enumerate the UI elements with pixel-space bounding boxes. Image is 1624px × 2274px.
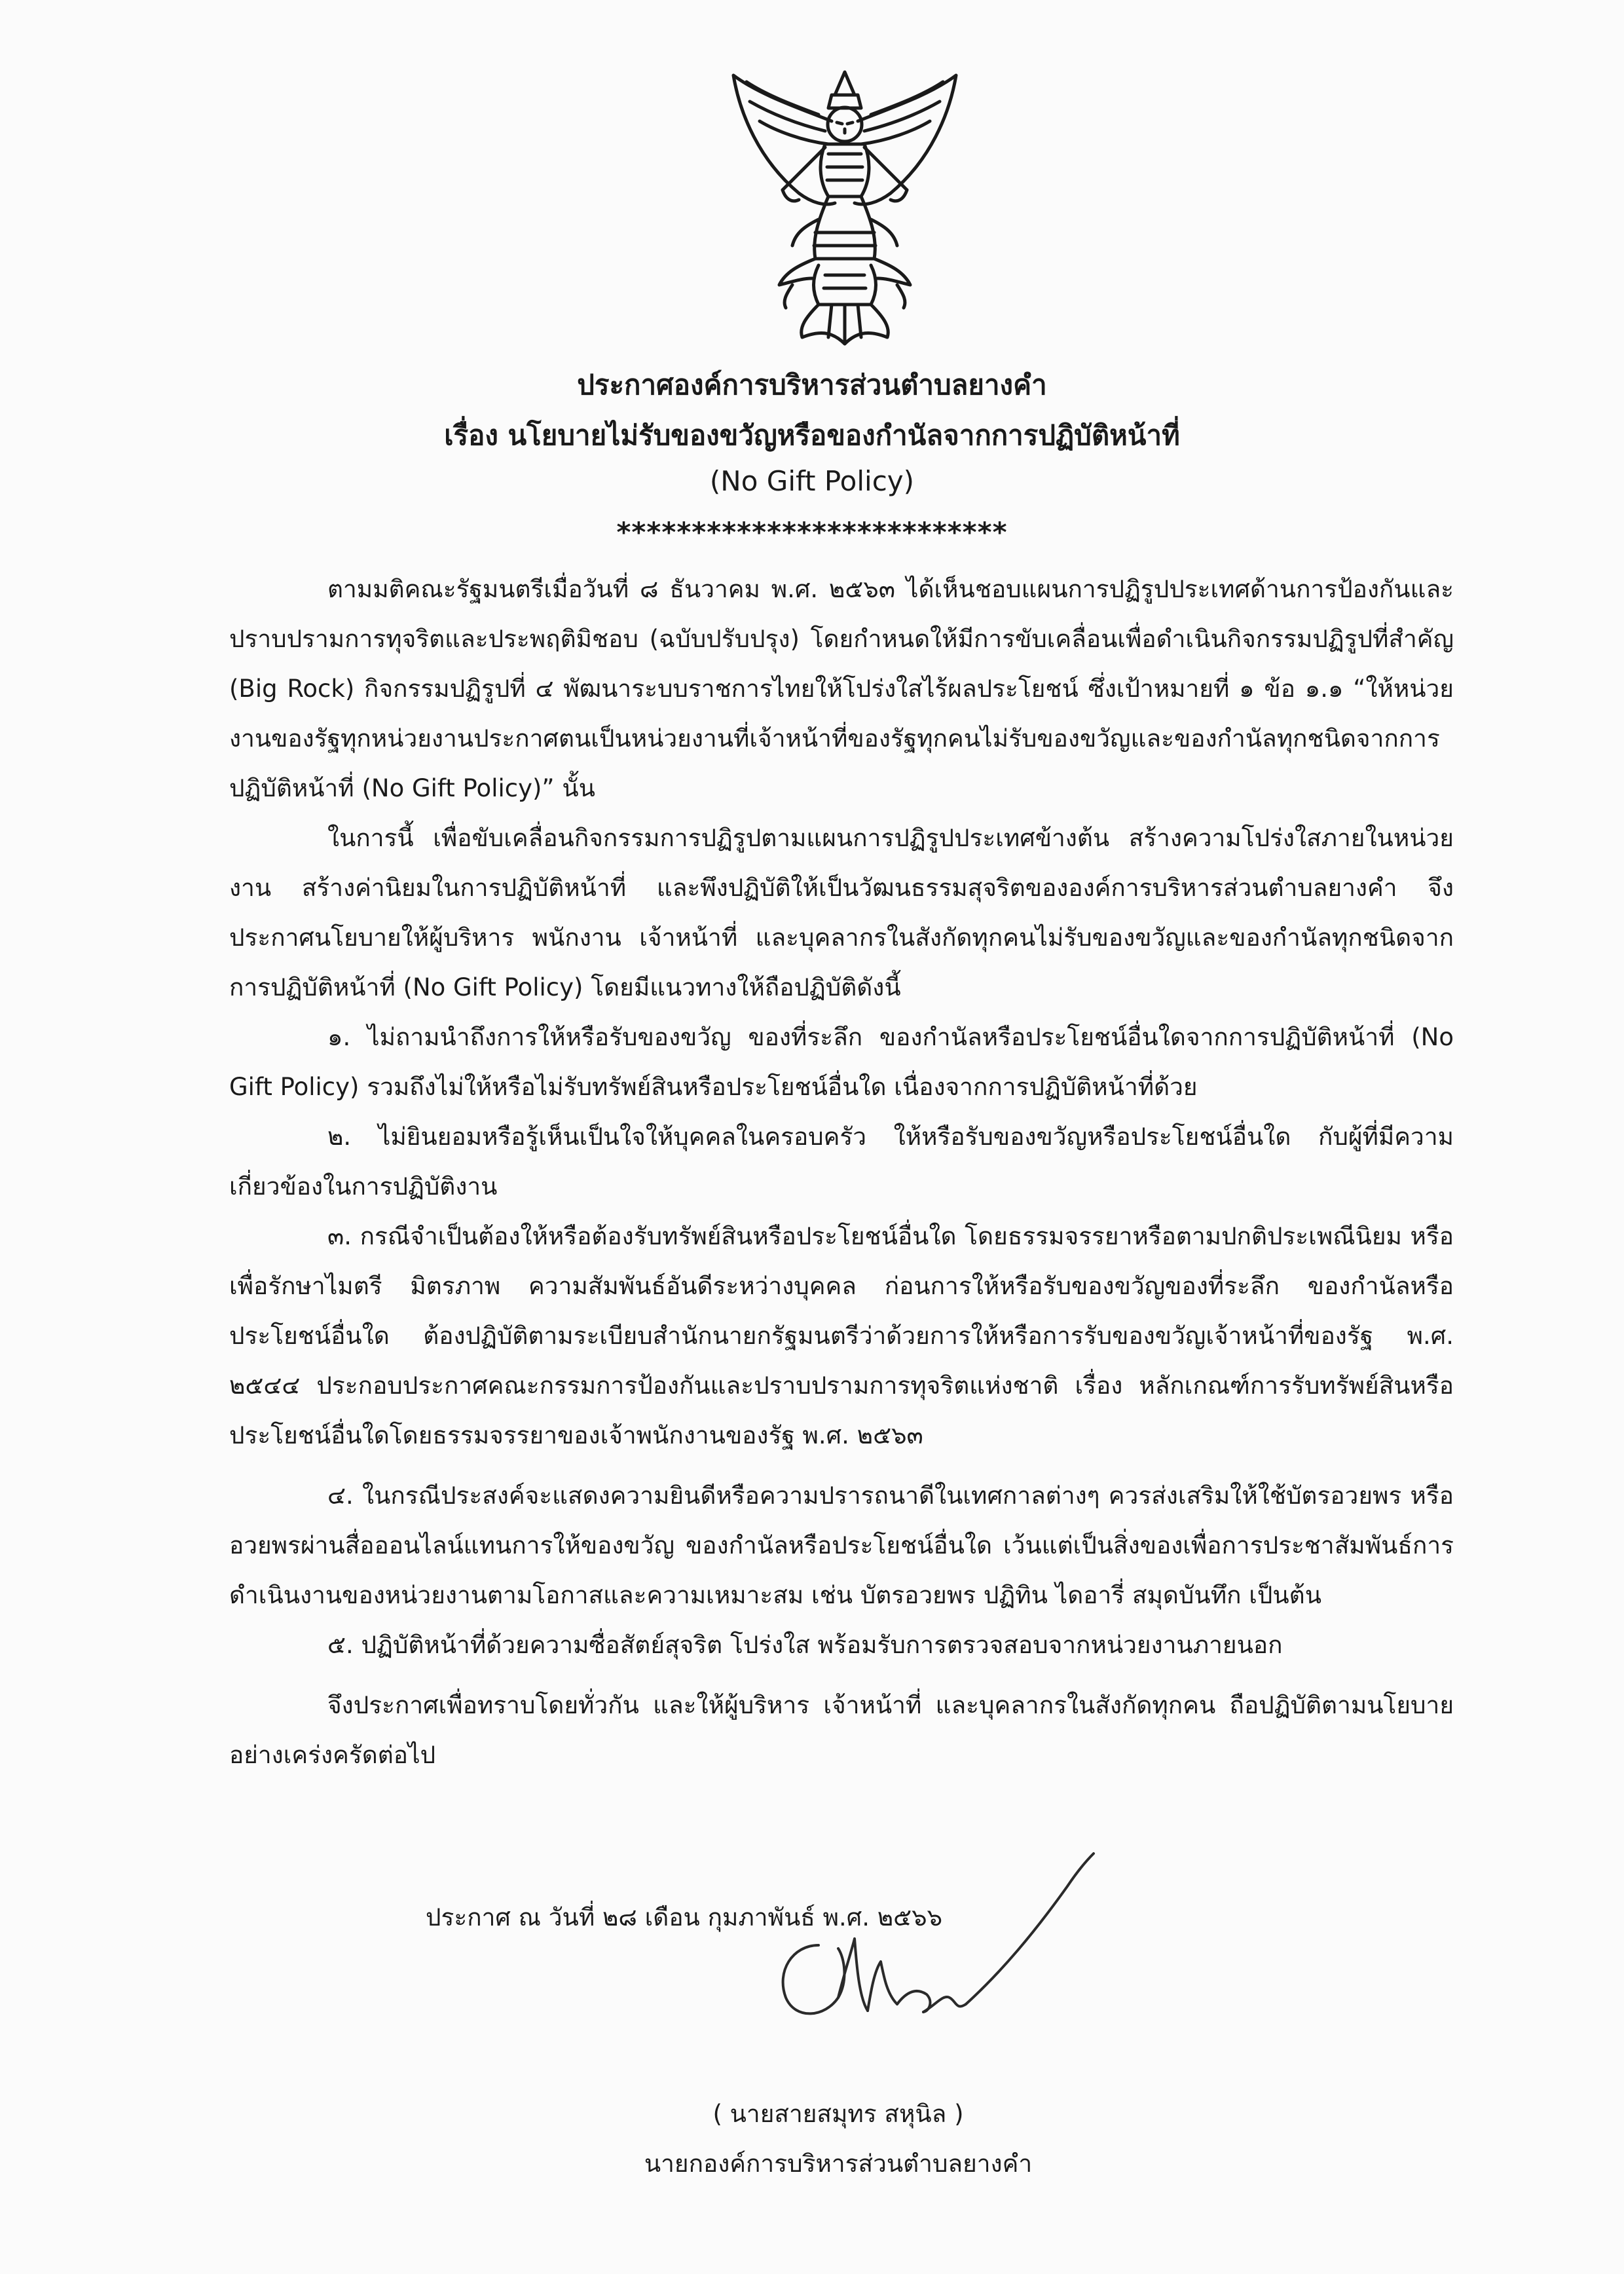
- garuda-emblem-icon: [720, 69, 969, 357]
- guideline-item-1: ๑. ไม่ถามนำถึงการให้หรือรับของขวัญ ของที่ระลึก ของกำนัลหรือประโยชน์อื่นใดจากการปฏิบัติหน้าที่ (No Gift Policy) รวมถึงไม่ให้หรือไม่รับทรัพย์สินหรือประโยชน์อื่นใด เนื่องจากการปฏิบัติหน้าที่ด้วย: [229, 1023, 1454, 1101]
- body-paragraph-purpose: ในการนี้ เพื่อขับเคลื่อนกิจกรรมการปฏิรูปตามแผนการปฏิรูปประเทศข้างต้น สร้างความโปร่งใสภายในหน่วยงาน สร้างค่านิยมในการปฏิบัติหน้าที่ และพึงปฏิบัติให้เป็นวัฒนธรรมสุจริตขององค์การบริหารส่วนตำบลยางคำ จึงประกาศนโยบายให้ผู้บริหาร พนักงาน เจ้าหน้าที่ และบุคลากรในสังกัดทุกคนไม่รับของขวัญและของกำนัลทุกชนิดจากการปฏิบัติหน้าที่ (No Gift Policy) โดยมีแนวทางให้ถือปฏิบัติดังนี้: [229, 824, 1454, 1001]
- closing-paragraph: จึงประกาศเพื่อทราบโดยทั่วกัน และให้ผู้บริหาร เจ้าหน้าที่ และบุคลากรในสังกัดทุกคน ถือปฏิบัติตามนโยบายอย่างเคร่งครัดต่อไป: [229, 1691, 1454, 1769]
- announcement-subject: เรื่อง นโยบายไม่รับของขวัญหรือของกำนัลจากการปฏิบัติหน้าที่: [444, 419, 1180, 451]
- handwritten-signature: [740, 1847, 1107, 2076]
- guideline-item-5: ๕. ปฏิบัติหน้าที่ด้วยความซื่อสัตย์สุจริต โปร่งใส พร้อมรับการตรวจสอบจากหน่วยงานภายนอก: [327, 1631, 1283, 1659]
- guideline-item-3: ๓. กรณีจำเป็นต้องให้หรือต้องรับทรัพย์สินหรือประโยชน์อื่นใด โดยธรรมจรรยาหรือตามปกติประเพณีนิยม หรือเพื่อรักษาไมตรี มิตรภาพ ความสัมพันธ์อันดีระหว่างบุคคล ก่อนการให้หรือรับของขวัญของที่ระลึก ของกำนัลหรือประโยชน์อื่นใด ต้องปฏิบัติตามระเบียบสำนักนายกรัฐมนตรีว่าด้วยการให้หรือการรับของขวัญเจ้าหน้าที่ของรัฐ พ.ศ. ๒๕๔๔ ประกอบประกาศคณะกรรมการป้องกันและปราบปรามการทุจริตแห่งชาติ เรื่อง หลักเกณฑ์การรับทรัพย์สินหรือประโยชน์อื่นใดโดยธรรมจรรยาของเจ้าพนักงานของรัฐ พ.ศ. ๒๕๖๓: [229, 1222, 1454, 1449]
- agency-title: ประกาศองค์การบริหารส่วนตำบลยางคำ: [577, 369, 1047, 401]
- body-paragraph-intro: ตามมติคณะรัฐมนตรีเมื่อวันที่ ๘ ธันวาคม พ.ศ. ๒๕๖๓ ได้เห็นชอบแผนการปฏิรูปประเทศด้านการป้องกันและปราบปรามการทุจริตและประพฤติมิชอบ (ฉบับปรับปรุง) โดยกำหนดให้มีการขับเคลื่อนเพื่อดำเนินกิจกรรมปฏิรูปที่สำคัญ (Big Rock) กิจกรรมปฏิรูปที่ ๔ พัฒนาระบบราชการไทยให้โปร่งใสไร้ผลประโยชน์ ซึ่งเป้าหมายที่ ๑ ข้อ ๑.๑ “ให้หน่วยงานของรัฐทุกหน่วยงานประกาศตนเป็นหน่วยงานที่เจ้าหน้าที่ของรัฐทุกคนไม่รับของขวัญและของกำนัลทุกชนิดจากการปฏิบัติหน้าที่ (No Gift Policy)” นั้น: [229, 575, 1454, 802]
- announcement-date: ประกาศ ณ วันที่ ๒๘ เดือน กุมภาพันธ์ พ.ศ. ๒๕๖๖: [426, 1903, 943, 1931]
- announcement-body: [229, 565, 1454, 1780]
- signer-name: ( นายสายสมุทร สหุนิล ): [712, 2100, 964, 2128]
- guideline-item-2: ๒. ไม่ยินยอมหรือรู้เห็นเป็นใจให้บุคคลในครอบครัว ให้หรือรับของขวัญหรือประโยชน์อื่นใด กับผู้ที่มีความเกี่ยวข้องในการปฏิบัติงาน: [229, 1123, 1454, 1201]
- policy-name-english: (No Gift Policy): [709, 465, 915, 497]
- signer-title: นายกองค์การบริหารส่วนตำบลยางคำ: [644, 2150, 1033, 2178]
- asterisk-separator: **************************: [616, 516, 1008, 548]
- guideline-item-4: ๔. ในกรณีประสงค์จะแสดงความยินดีหรือความปรารถนาดีในเทศกาลต่างๆ ควรส่งเสริมให้ใช้บัตรอวยพร หรืออวยพรผ่านสื่อออนไลน์แทนการให้ของขวัญ ของกำนัลหรือประโยชน์อื่นใด เว้นแต่เป็นสิ่งของเพื่อการประชาสัมพันธ์การดำเนินงานของหน่วยงานตามโอกาสและความเหมาะสม เช่น บัตรอวยพร ปฏิทิน ไดอารี่ สมุดบันทึก เป็นต้น: [229, 1482, 1454, 1609]
